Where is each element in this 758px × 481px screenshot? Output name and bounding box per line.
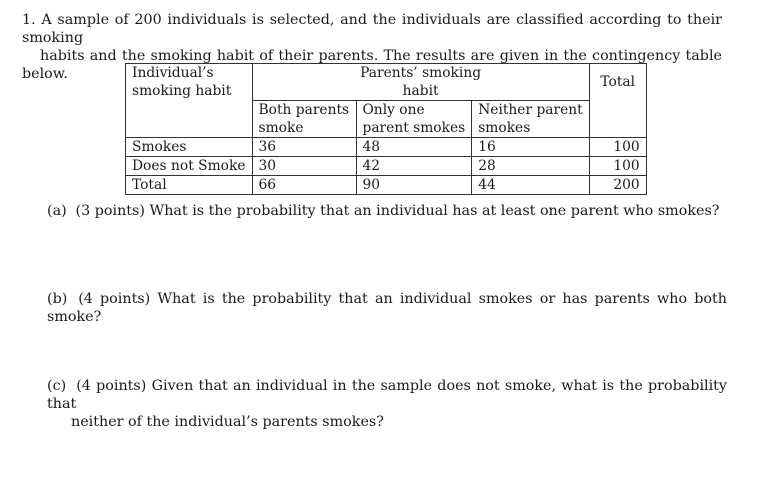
corner-header-line2: smoking habit [132, 83, 232, 99]
question-c-label: (c) [47, 378, 67, 394]
contingency-table [125, 63, 647, 195]
row-label: Smokes [126, 138, 253, 157]
row-total: 100 [589, 138, 646, 157]
group-header-line1: Parents’ smoking [360, 65, 482, 81]
corner-empty-cell [126, 101, 253, 138]
total-header: Total [600, 74, 636, 91]
subheader-neither-line1: Neither parent [478, 102, 583, 118]
table-row [126, 157, 647, 176]
problem-text-line2: habits and the smoking habit of their parents. The results are given in the contingency table below. [22, 48, 722, 82]
table-cell: 44 [472, 176, 589, 195]
group-header-cell [252, 64, 589, 101]
subheader-both-line1: Both parents [258, 102, 350, 118]
subheader-both-line2: smoke [258, 120, 304, 136]
corner-header-line1: Individual’s [132, 65, 214, 81]
question-b [47, 290, 727, 326]
subheader-neither-parent [472, 101, 589, 138]
table-header-row [126, 64, 647, 101]
table-cell: 30 [252, 157, 356, 176]
question-a-text: (3 points) What is the probability that an individual has at least one parent who smokes? [75, 203, 720, 219]
row-label: Does not Smoke [126, 157, 253, 176]
table-cell: 16 [472, 138, 589, 157]
corner-header-cell [126, 64, 253, 101]
group-header-line2: habit [402, 83, 439, 99]
table-subheader-row [126, 101, 647, 138]
table-cell: 90 [356, 176, 472, 195]
total-header-cell [589, 64, 646, 101]
subheader-one-parent [356, 101, 472, 138]
question-c [47, 377, 727, 431]
problem-number: 1. [22, 12, 36, 28]
question-a [47, 202, 727, 220]
question-c-text-line2: neither of the individual’s parents smokes? [71, 414, 384, 430]
table-cell: 42 [356, 157, 472, 176]
question-b-text: (4 points) What is the probability that an individual smokes or has parents who both smoke? [47, 291, 727, 325]
subheader-one-line1: Only one [362, 102, 425, 118]
row-total: 200 [589, 176, 646, 195]
row-total: 100 [589, 157, 646, 176]
table-cell: 48 [356, 138, 472, 157]
question-a-label: (a) [47, 203, 67, 219]
table-cell: 66 [252, 176, 356, 195]
table-cell: 36 [252, 138, 356, 157]
subheader-neither-line2: smokes [478, 120, 531, 136]
subheader-one-line2: parent smokes [362, 120, 466, 136]
total-empty-cell [589, 101, 646, 138]
table-row [126, 176, 647, 195]
question-c-text-line1: (4 points) Given that an individual in the sample does not smoke, what is the probability that [47, 378, 727, 412]
table-cell: 28 [472, 157, 589, 176]
row-label: Total [126, 176, 253, 195]
subheader-both-parents [252, 101, 356, 138]
table-row [126, 138, 647, 157]
question-b-label: (b) [47, 291, 68, 307]
problem-text-line1: A sample of 200 individuals is selected, and the individuals are classified according to their smoking [22, 12, 723, 46]
contingency-table-grid [125, 63, 647, 195]
